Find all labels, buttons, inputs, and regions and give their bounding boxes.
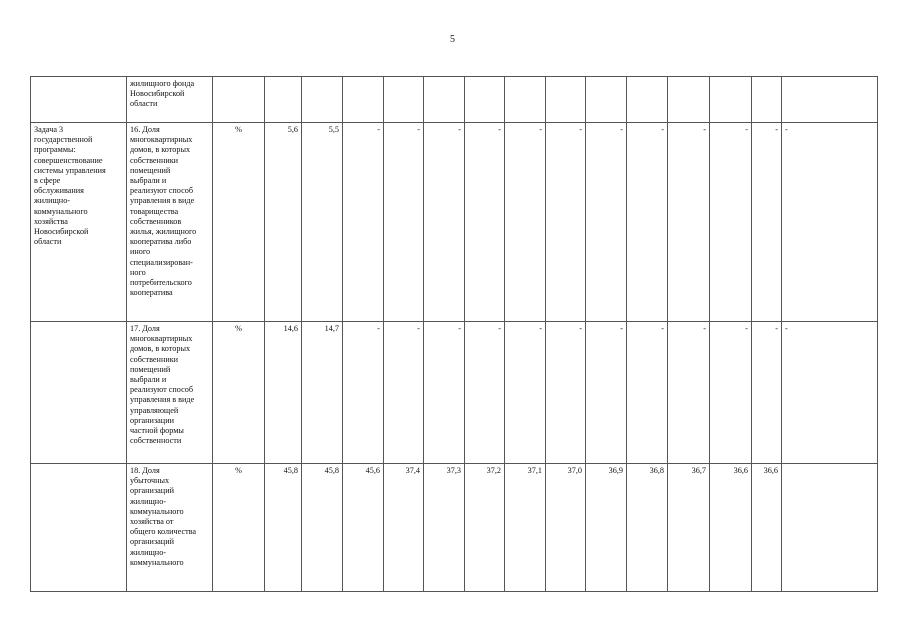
task-cell	[31, 322, 127, 464]
value-cell-text: -	[458, 125, 461, 134]
value-cell	[586, 322, 627, 464]
value-cell	[302, 77, 343, 123]
value-cell-text: 37,1	[527, 466, 542, 475]
value-cell	[546, 123, 586, 322]
indicator-cell-text: 18. Доля убыточных организаций жилищно- коммунального хозяйства от общего количества организаций жилищно- коммунального	[130, 466, 197, 567]
value-cell-text: -	[498, 324, 501, 333]
value-cell-text: -	[745, 125, 748, 134]
value-cell-text: -	[703, 324, 706, 333]
unit-cell	[213, 123, 265, 322]
value-cell	[505, 322, 546, 464]
value-cell	[465, 123, 505, 322]
unit-cell	[213, 464, 265, 592]
value-cell-text: 36,8	[649, 466, 664, 475]
table-row	[31, 77, 878, 123]
value-cell-text: 14,6	[283, 324, 298, 333]
value-cell	[627, 464, 668, 592]
value-cell-text: -	[620, 125, 623, 134]
value-cell-text: -	[377, 324, 380, 333]
value-cell	[505, 123, 546, 322]
value-cell-text: -	[661, 324, 664, 333]
value-cell	[668, 77, 710, 123]
value-cell	[752, 123, 782, 322]
value-cell-text: 5,5	[328, 125, 339, 134]
value-cell-text: -	[498, 125, 501, 134]
value-cell	[668, 464, 710, 592]
table-row	[31, 123, 878, 322]
value-cell	[546, 464, 586, 592]
task-cell	[31, 464, 127, 592]
value-cell-text: -	[539, 125, 542, 134]
value-cell-text: 37,0	[567, 466, 582, 475]
value-cell	[343, 77, 384, 123]
value-cell-text: -	[579, 324, 582, 333]
value-cell	[546, 322, 586, 464]
value-cell	[302, 123, 343, 322]
value-cell	[424, 77, 465, 123]
value-cell-text: -	[775, 125, 778, 134]
value-cell	[465, 464, 505, 592]
value-cell	[546, 77, 586, 123]
value-cell-text: 45,8	[324, 466, 339, 475]
value-cell-text: -	[458, 324, 461, 333]
value-cell	[752, 322, 782, 464]
value-cell-text: 36,6	[733, 466, 748, 475]
value-cell-text: -	[745, 324, 748, 333]
value-cell	[343, 123, 384, 322]
value-cell	[586, 464, 627, 592]
value-cell-text: -	[785, 324, 788, 333]
value-cell	[265, 123, 302, 322]
unit-cell-text: %	[235, 324, 242, 333]
value-cell	[343, 464, 384, 592]
value-cell	[627, 322, 668, 464]
value-cell	[710, 464, 752, 592]
value-cell	[586, 123, 627, 322]
task-cell-text: Задача 3 государственной программы: совершенствование системы управления в сфере обслуживания жилищно- коммунального хозяйства Новосибирской области	[34, 125, 106, 247]
page-number: 5	[450, 34, 455, 45]
value-cell	[710, 322, 752, 464]
unit-cell-text: %	[235, 125, 242, 134]
value-cell-text: 37,2	[486, 466, 501, 475]
value-cell	[424, 322, 465, 464]
unit-cell-text: %	[235, 466, 242, 475]
value-cell-text: 37,3	[446, 466, 461, 475]
value-cell	[668, 123, 710, 322]
task-cell	[31, 77, 127, 123]
value-cell-text: -	[417, 125, 420, 134]
value-cell	[265, 77, 302, 123]
indicator-cell-text: 17. Доля многоквартирных домов, в которых собственники помещений выбрали и реализуют способ управления в виде управляющей организации частной формы собственности	[130, 324, 195, 446]
value-cell-text: 36,9	[608, 466, 623, 475]
table-row	[31, 464, 878, 592]
value-cell	[384, 322, 424, 464]
value-cell-text: 36,6	[763, 466, 778, 475]
indicator-cell-text: 16. Доля многоквартирных домов, в которых собственники помещений выбрали и реализуют способ управления в виде товарищества собственников жилья, жилищного кооператива либо иного специализирован- ного потребительского кооператива	[130, 125, 197, 298]
value-cell	[505, 464, 546, 592]
value-cell	[465, 322, 505, 464]
value-cell	[782, 322, 878, 464]
value-cell-text: 45,6	[365, 466, 380, 475]
value-cell	[752, 464, 782, 592]
table-row	[31, 322, 878, 464]
value-cell-text: -	[539, 324, 542, 333]
indicator-cell	[127, 464, 213, 592]
value-cell	[384, 464, 424, 592]
value-cell-text: -	[661, 125, 664, 134]
unit-cell	[213, 77, 265, 123]
indicators-table	[30, 76, 878, 592]
value-cell	[710, 123, 752, 322]
value-cell-text: 14,7	[324, 324, 339, 333]
value-cell	[302, 464, 343, 592]
value-cell-text: -	[417, 324, 420, 333]
value-cell	[465, 77, 505, 123]
value-cell	[424, 123, 465, 322]
value-cell-text: 5,6	[287, 125, 298, 134]
indicator-cell	[127, 123, 213, 322]
value-cell	[265, 322, 302, 464]
value-cell	[384, 123, 424, 322]
value-cell	[265, 464, 302, 592]
value-cell	[668, 322, 710, 464]
task-cell	[31, 123, 127, 322]
value-cell	[752, 77, 782, 123]
value-cell	[302, 322, 343, 464]
value-cell-text: 36,7	[691, 466, 706, 475]
value-cell	[343, 322, 384, 464]
value-cell	[627, 77, 668, 123]
indicator-cell	[127, 322, 213, 464]
value-cell	[782, 464, 878, 592]
value-cell-text: -	[620, 324, 623, 333]
value-cell	[782, 77, 878, 123]
value-cell	[424, 464, 465, 592]
value-cell	[384, 77, 424, 123]
indicator-cell	[127, 77, 213, 123]
value-cell-text: 37,4	[405, 466, 420, 475]
value-cell-text: -	[377, 125, 380, 134]
table-body	[31, 77, 878, 592]
value-cell	[710, 77, 752, 123]
value-cell	[782, 123, 878, 322]
indicator-cell-text: жилищного фонда Новосибирской области	[130, 79, 195, 109]
value-cell	[505, 77, 546, 123]
value-cell-text: -	[703, 125, 706, 134]
value-cell	[627, 123, 668, 322]
value-cell-text: -	[785, 125, 788, 134]
unit-cell	[213, 322, 265, 464]
value-cell	[586, 77, 627, 123]
value-cell-text: -	[579, 125, 582, 134]
value-cell-text: -	[775, 324, 778, 333]
value-cell-text: 45,8	[283, 466, 298, 475]
